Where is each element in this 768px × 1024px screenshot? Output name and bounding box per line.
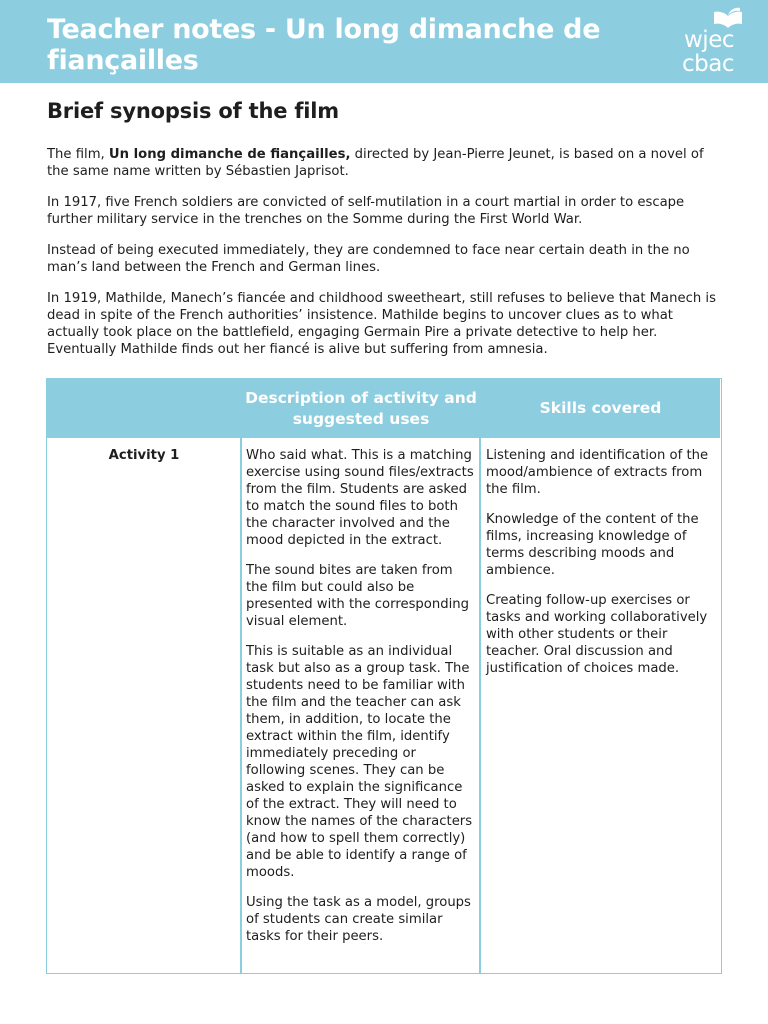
section-title: Brief synopsis of the film	[47, 99, 339, 123]
table-header-skills: Skills covered	[539, 399, 662, 417]
header-banner	[0, 0, 768, 83]
skills-covered-cell	[486, 447, 718, 690]
intro-prefix: The film,	[47, 147, 109, 162]
intro-paragraph	[47, 146, 727, 180]
document-title: Teacher notes - Un long dimanche de fiançailles	[47, 14, 601, 76]
intro-suffix: directed by Jean-Pierre Jeunet, is based on a novel of the same name written by Sébastien Japrisot.	[47, 147, 704, 179]
table-header-empty	[47, 379, 241, 438]
logo-line-2: cbac	[682, 51, 734, 77]
synopsis-paragraph: In 1919, Mathilde, Manech’s fiancée and childhood sweetheart, still refuses to believe that Manech is dead in spite of the French authorities’ insistence. Mathilde begins to uncover clues as to what actually took place on the battlefield, engaging Germain Pire a private detective to help her. Eventually Mathilde finds out her fiancé is alive but suffering from amnesia.	[47, 291, 716, 357]
column-divider	[240, 379, 242, 973]
activity-description-cell	[246, 447, 476, 958]
skills-paragraph: Knowledge of the content of the films, increasing knowledge of terms describing moods and ambience.	[486, 512, 699, 578]
table-header-description: Description of activity and suggested uses	[245, 388, 477, 428]
skills-paragraph: Creating follow-up exercises or tasks and working collaboratively with other students or their teacher. Oral discussion and justification of choices made.	[486, 593, 708, 676]
activities-table	[46, 378, 722, 974]
skills-paragraph: Listening and identification of the mood/ambience of extracts from the film.	[486, 448, 709, 497]
description-paragraph: Who said what. This is a matching exercise using sound files/extracts from the film. Students are asked to match the sound files to both the character involved and the mood depicted in the extract.	[246, 448, 474, 548]
film-title: Un long dimanche de fiançailles,	[108, 147, 351, 162]
table-header-row	[47, 379, 720, 438]
synopsis-paragraph: In 1917, five French soldiers are convicted of self-mutilation in a court martial in order to escape further military service in the trenches on the Somme during the First World War.	[47, 195, 685, 227]
synopsis-paragraph: Instead of being executed immediately, they are condemned to face near certain death in the no man’s land between the French and German lines.	[47, 243, 690, 275]
description-paragraph: This is suitable as an individual task but also as a group task. The students need to be familiar with the film and the teacher can ask them, in addition, to locate the extract within the film, identify immediately preceding or following scenes. They can be asked to explain the significance of the extract. They will need to know the names of the characters (and how to spell them correctly) and be able to identify a range of moods.	[246, 644, 473, 880]
column-divider	[479, 379, 481, 973]
activity-label: Activity 1	[108, 448, 180, 463]
description-paragraph: Using the task as a model, groups of students can create similar tasks for their peers.	[246, 895, 471, 944]
wjec-cbac-logo	[682, 6, 758, 78]
description-paragraph: The sound bites are taken from the film but could also be presented with the corresponding visual element.	[246, 563, 469, 629]
logo-line-1: wjec	[684, 27, 734, 53]
